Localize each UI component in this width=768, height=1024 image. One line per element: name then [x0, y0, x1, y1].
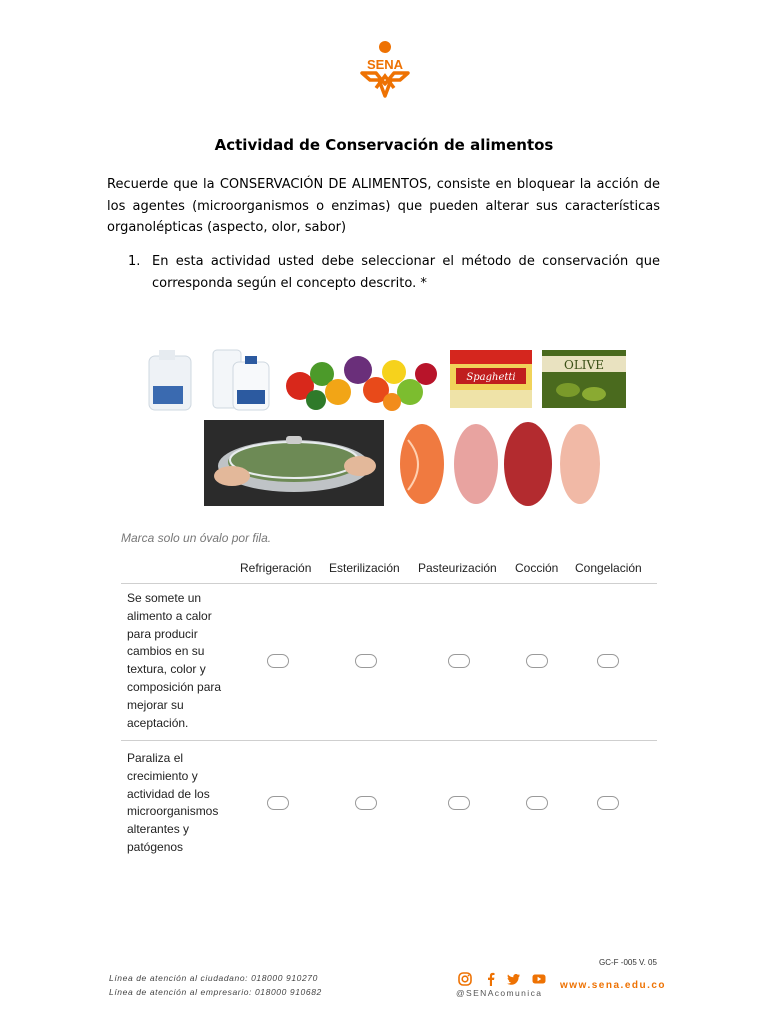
- twitter-icon[interactable]: [507, 972, 521, 986]
- business-phone-line: Línea de atención al empresario: 018000 910682: [109, 987, 322, 997]
- spaghetti-label: Spaghetti: [466, 372, 516, 383]
- document-code: GC-F -005 V. 05: [599, 958, 657, 967]
- radio-row1-esterilizacion[interactable]: [355, 654, 377, 668]
- radio-row2-refrigeracion[interactable]: [267, 796, 289, 810]
- sena-logo: [356, 40, 414, 98]
- grid-divider: [121, 740, 657, 741]
- page-title: Actividad de Conservación de alimentos: [214, 136, 554, 154]
- citizen-phone-line: Línea de atención al ciudadano: 018000 910270: [109, 973, 318, 983]
- question-1: [128, 251, 660, 294]
- milk-image: [145, 346, 273, 412]
- youtube-icon[interactable]: [532, 972, 546, 986]
- meats-image: [398, 420, 604, 508]
- radio-row2-pasteurizacion[interactable]: [448, 796, 470, 810]
- row-label-2: Paraliza el crecimiento y actividad de los microorganismos alterantes y patógenos: [127, 751, 219, 854]
- radio-row1-pasteurizacion[interactable]: [448, 654, 470, 668]
- column-header-refrigeracion: Refrigeración: [240, 561, 312, 575]
- website-link[interactable]: www.sena.edu.co: [560, 980, 667, 991]
- grid-divider: [121, 583, 657, 584]
- instagram-icon[interactable]: [458, 972, 472, 986]
- cooking-pot-image: [204, 420, 384, 506]
- spaghetti-image: [450, 350, 532, 408]
- radio-row1-coccion[interactable]: [526, 654, 548, 668]
- intro-paragraph: Recuerde que la CONSERVACIÓN DE ALIMENTOS, consiste en bloquear la acción de los agentes (microorganismos o enzimas) que pueden alterar sus características organolépticas (aspecto, olor, sabor): [107, 177, 660, 235]
- olive-label: OLIVE: [564, 358, 604, 372]
- radio-row2-congelacion[interactable]: [597, 796, 619, 810]
- column-header-pasteurizacion: Pasteurización: [418, 561, 497, 575]
- column-header-congelacion: Congelación: [575, 561, 642, 575]
- social-handle[interactable]: @SENAcomunica: [456, 988, 543, 998]
- fruits-vegetables-image: [280, 346, 440, 412]
- column-header-coccion: Cocción: [515, 561, 559, 575]
- radio-row2-esterilizacion[interactable]: [355, 796, 377, 810]
- radio-row1-refrigeracion[interactable]: [267, 654, 289, 668]
- question-text: En esta actividad usted debe seleccionar el método de conservación que corresponda según el concepto descrito. *: [152, 254, 660, 291]
- question-number: 1.: [128, 254, 141, 269]
- radio-row2-coccion[interactable]: [526, 796, 548, 810]
- radio-row1-congelacion[interactable]: [597, 654, 619, 668]
- grid-hint: Marca solo un óvalo por fila.: [121, 531, 272, 545]
- row-label-1: Se somete un alimento a calor para producir cambios en su textura, color y composición para mejorar su aceptación.: [127, 591, 222, 730]
- column-header-esterilizacion: Esterilización: [329, 561, 400, 575]
- logo-text: SENA: [366, 57, 404, 72]
- facebook-icon[interactable]: [484, 972, 498, 986]
- olive-image: [542, 350, 626, 408]
